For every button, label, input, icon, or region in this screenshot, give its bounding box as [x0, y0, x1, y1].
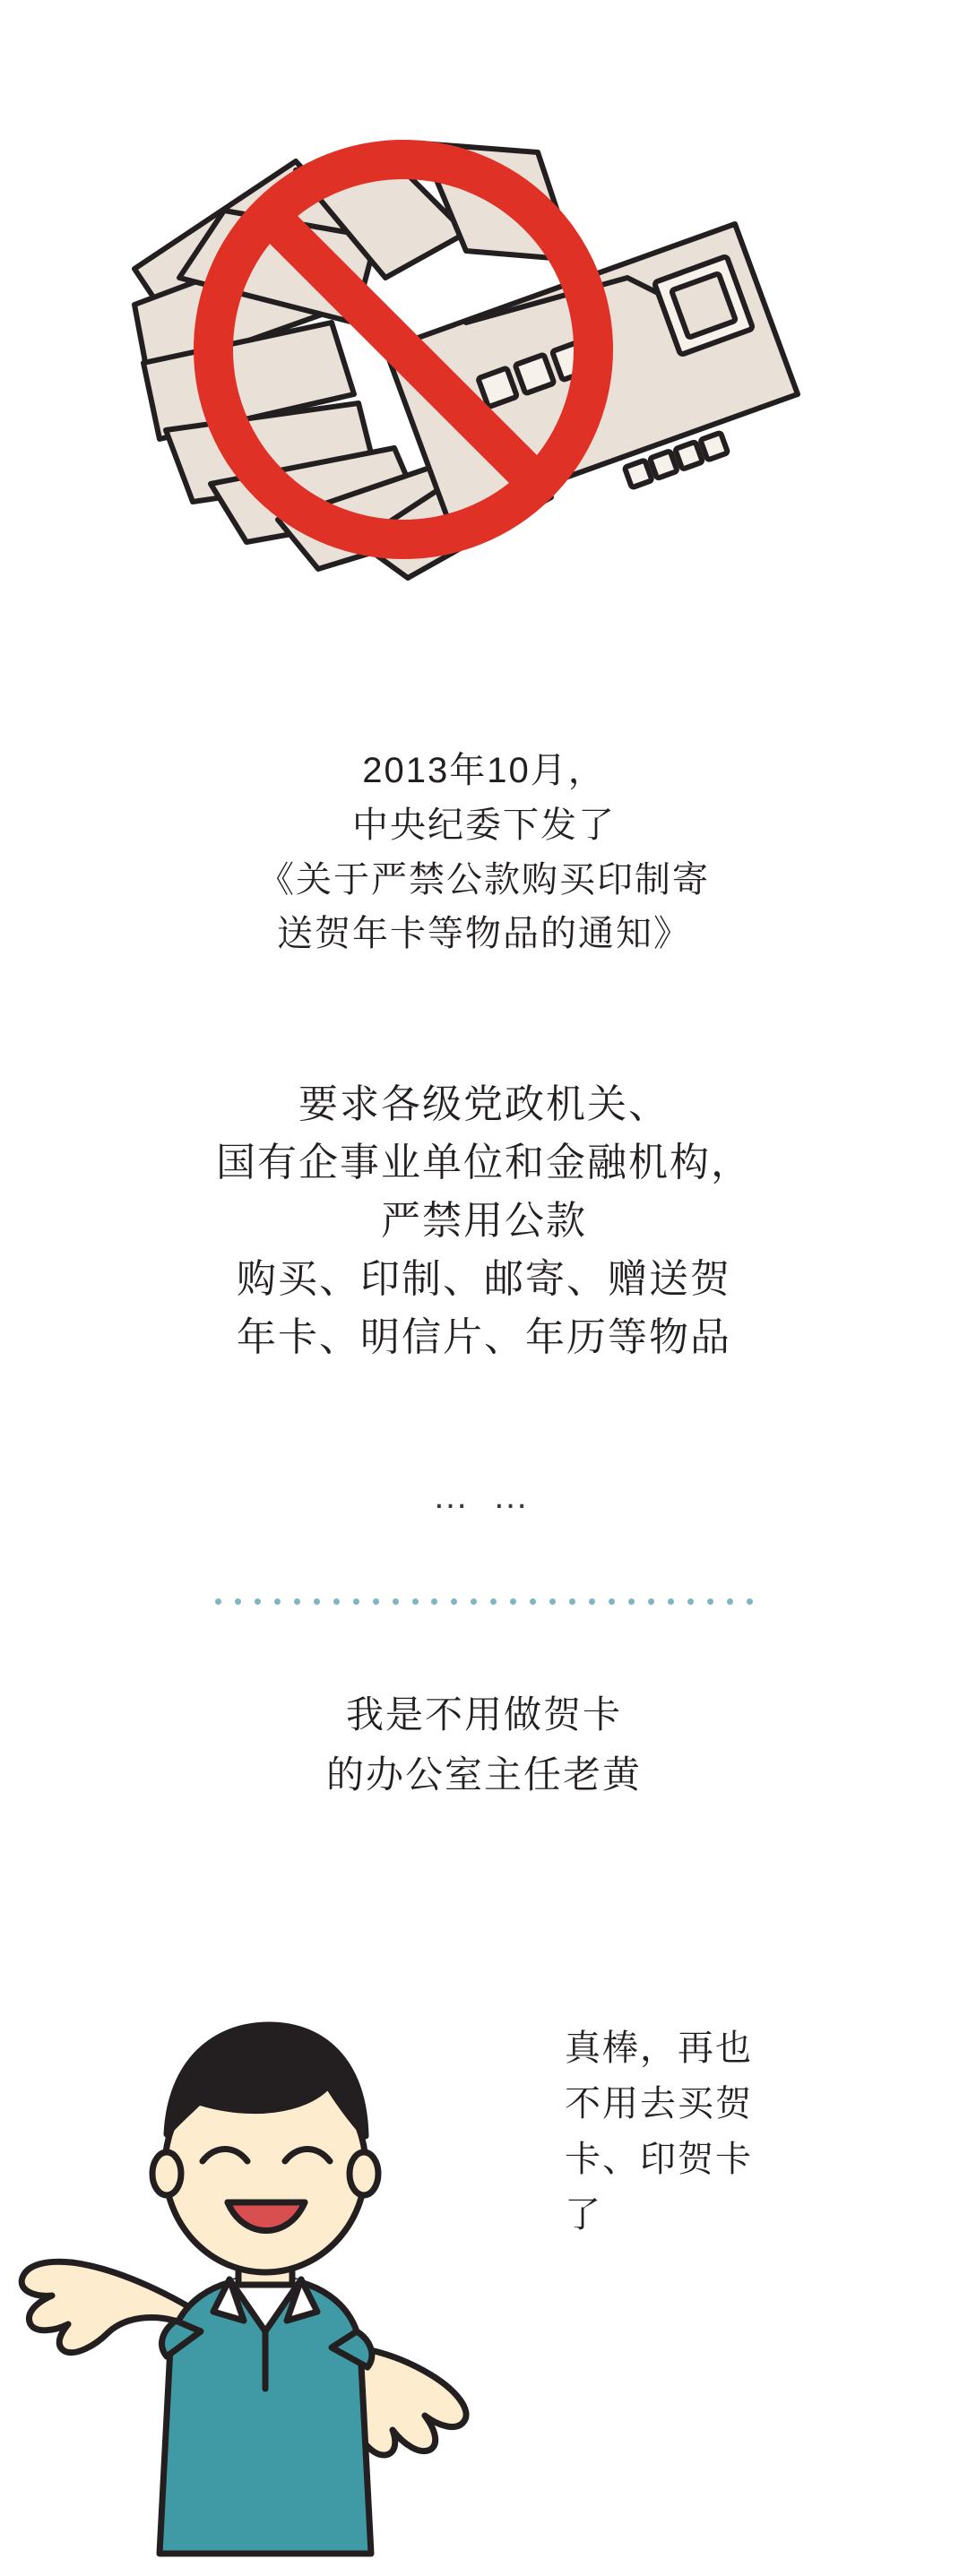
speech-line-3: 卡、印贺卡 — [565, 2140, 753, 2179]
speech-line-1: 真棒，再也 — [565, 2029, 753, 2068]
paragraph1-line-1: 2013年10月， — [362, 751, 606, 790]
paragraph2-line-4: 购买、印制、邮寄、赠送贺 — [237, 1257, 731, 1302]
signature-line-2: 的办公室主任老黄 — [325, 1753, 642, 1796]
paragraph2-line-3: 严禁用公款 — [381, 1199, 587, 1244]
dotted-divider — [215, 1597, 753, 1606]
paragraph2-line-2: 国有企事业单位和金融机构， — [216, 1141, 752, 1185]
paragraph1-line-2: 中央纪委下发了 — [352, 805, 616, 845]
signature-line-1: 我是不用做贺卡 — [345, 1693, 622, 1736]
paragraph1-line-4: 送贺年卡等物品的通知》 — [277, 914, 691, 954]
policy-detail-paragraph — [0, 1075, 968, 1367]
cheering-man-illustration — [9, 1926, 636, 2572]
speech-line-4: 了 — [565, 2195, 602, 2235]
paragraph2-line-1: 要求各级党政机关、 — [298, 1082, 670, 1126]
paragraph2-line-5: 年卡、明信片、年历等物品 — [237, 1315, 731, 1360]
policy-intro-paragraph — [0, 744, 968, 961]
paragraph1-line-3: 《关于严禁公款购买印制寄 — [258, 859, 710, 900]
speech-text — [565, 2020, 869, 2243]
signature-text — [0, 1684, 968, 1805]
no-greeting-cards-illustration — [0, 54, 968, 591]
ellipsis-text: … … — [432, 1477, 536, 1516]
speech-line-2: 不用去买贺 — [565, 2084, 753, 2124]
